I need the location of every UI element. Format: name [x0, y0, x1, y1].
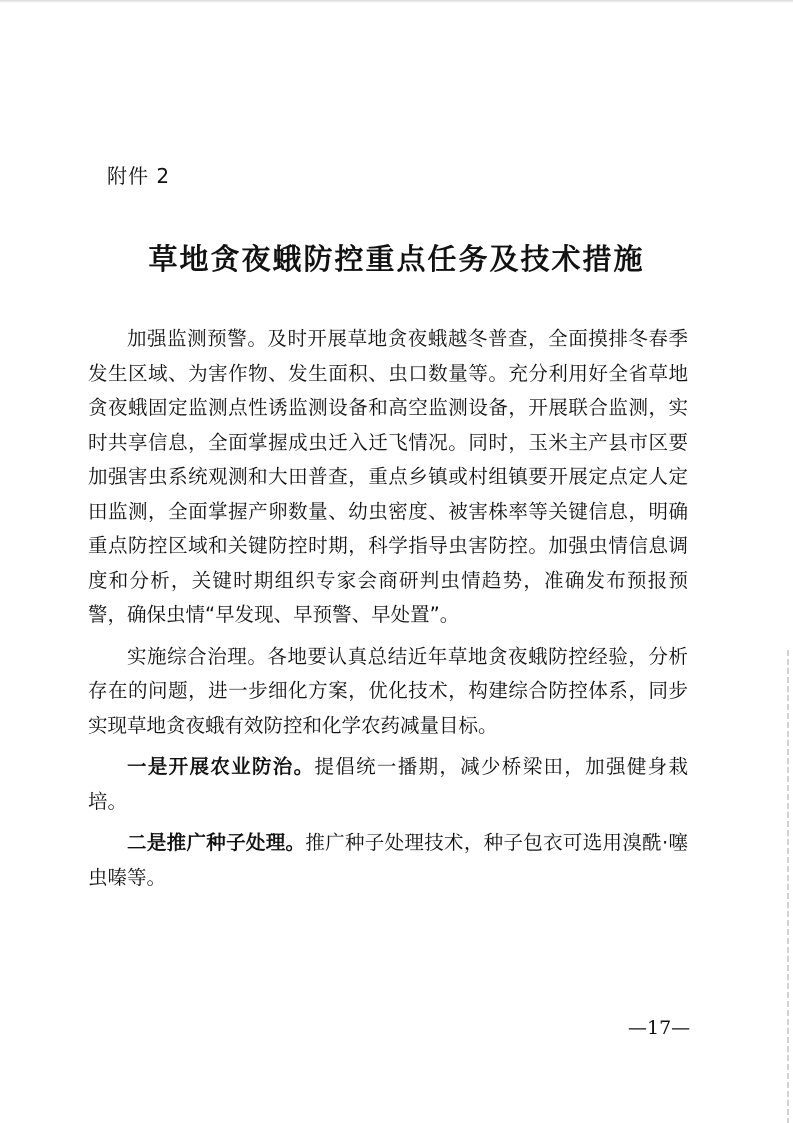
scan-edge-right	[787, 650, 789, 1123]
paragraph-text: 加强监测预警。及时开展草地贪夜蛾越冬普查，全面摸排冬春季发生区域、为害作物、发生面积、虫口数量等。充分利用好全省草地贪夜蛾固定监测点性诱监测设备和高空监测设备，开展联合监测，实时共享信息，全面掌握成虫迁入迁飞情况。同时，玉米主产县市区要加强害虫系统观测和大田普查，重点乡镇或村组镇要开展定点定人定田监测，全面掌握产卵数量、幼虫密度、被害株率等关键信息，明确重点防控区域和关键防控时期，科学指导虫害防控。加强虫情信息调度和分析，关键时期组织专家会商研判虫情趋势，准确发布预报预警，确保虫情“早发现、早预警、早处置”。	[88, 327, 688, 626]
attachment-label: 附件 2	[107, 164, 171, 188]
paragraph-text: 实施综合治理。各地要认真总结近年草地贪夜蛾防控经验，分析存在的问题，进一步细化方案，优化技术，构建综合防控体系，同步实现草地贪夜蛾有效防控和化学农药减量目标。	[88, 644, 688, 737]
document-title: 草地贪夜蛾防控重点任务及技术措施	[148, 242, 645, 276]
paragraph-text: 推广种子处理技术，种子包衣可选用溴酰·噻虫嗪等。	[88, 831, 688, 889]
scan-edge-top	[0, 0, 793, 3]
paragraph-integrated-control	[88, 640, 688, 744]
paragraph-agricultural-control	[88, 750, 688, 819]
paragraph-lead: 二是推广种子处理。	[127, 831, 306, 854]
paragraph-text: 提倡统一播期，减少桥梁田，加强健身栽培。	[88, 755, 688, 813]
paragraph-seed-treatment	[88, 826, 688, 895]
document-body	[88, 322, 688, 895]
paragraph-monitoring	[88, 322, 688, 633]
page-number: —17—	[628, 1017, 691, 1039]
paragraph-lead: 一是开展农业防治。	[127, 755, 315, 778]
